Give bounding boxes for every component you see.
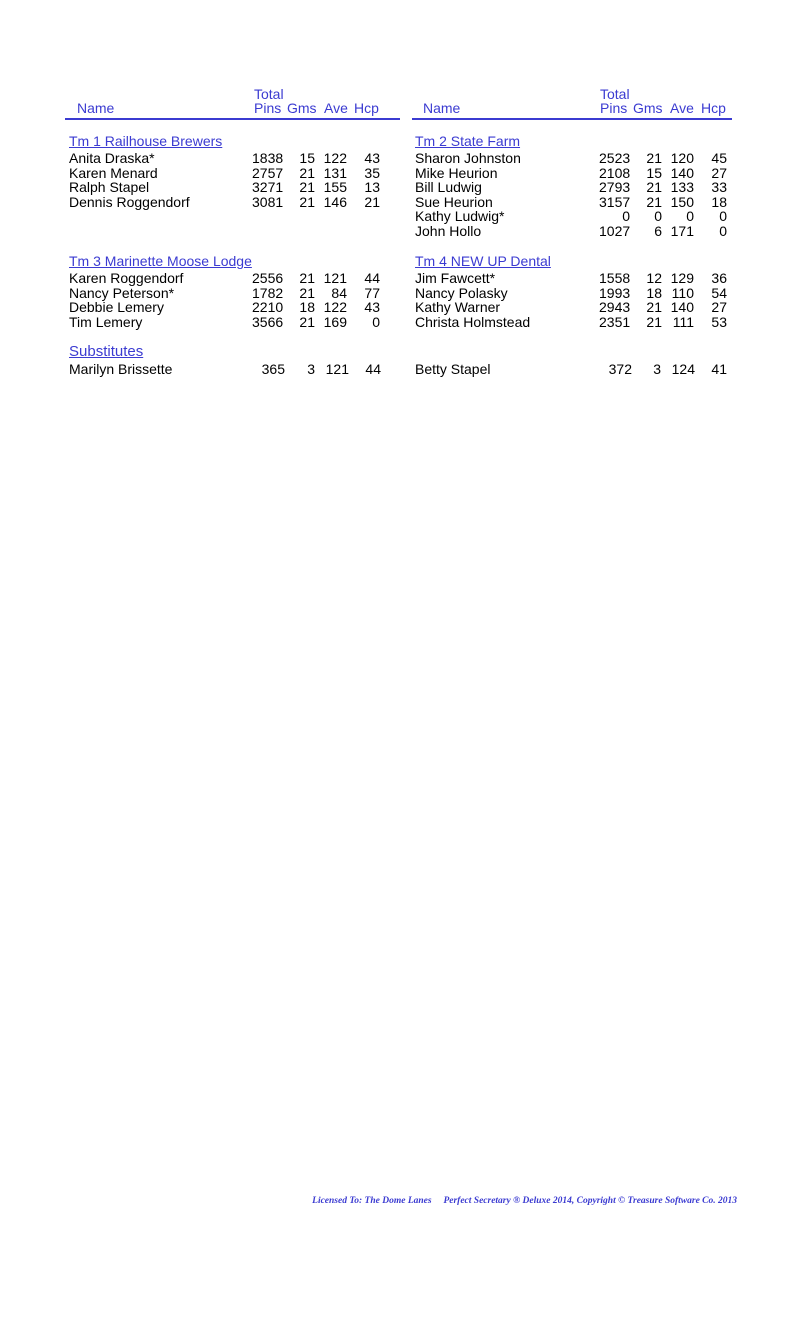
player-ave: 150 [670, 193, 694, 210]
header-name: Name [77, 100, 115, 116]
player-pins: 3081 [252, 193, 284, 210]
player-name: Sharon Johnston [415, 150, 521, 166]
header-total: Total [600, 86, 630, 102]
player-pins: 2757 [252, 164, 284, 181]
player-name: Tim Lemery [69, 313, 143, 330]
player-hcp: 44 [365, 361, 381, 377]
player-row [415, 166, 735, 181]
player-hcp: 41 [711, 361, 727, 377]
player-hcp: 43 [364, 150, 380, 166]
team-title: Tm 3 Marinette Moose Lodge [69, 253, 252, 269]
player-name: Mike Heurion [415, 164, 498, 181]
player-name: Bill Ludwig [415, 179, 482, 196]
player-gms: 21 [299, 284, 315, 301]
player-gms: 21 [646, 193, 662, 210]
player-pins: 2523 [599, 150, 631, 166]
header-left [65, 86, 400, 120]
licensed-to-text: Licensed To: The Dome Lanes [312, 1196, 432, 1206]
player-gms: 6 [654, 223, 662, 239]
player-row [69, 300, 389, 315]
player-pins: 372 [608, 361, 632, 377]
player-name: Kathy Ludwig* [415, 208, 505, 225]
player-pins: 2556 [252, 270, 284, 286]
player-row [69, 151, 389, 166]
header-ave: Ave [670, 100, 694, 116]
player-pins: 2943 [599, 299, 631, 316]
player-row [415, 151, 735, 166]
player-row [69, 315, 389, 330]
player-pins: 1993 [599, 284, 631, 301]
player-name: Jim Fawcett* [415, 270, 496, 286]
player-row [415, 224, 735, 239]
player-row [69, 286, 389, 301]
player-name: Debbie Lemery [69, 299, 164, 316]
player-name: Dennis Roggendorf [69, 193, 190, 210]
player-hcp: 0 [719, 223, 727, 239]
copyright-text: Perfect Secretary ® Deluxe 2014, Copyright © Treasure Software Co. 2013 [443, 1196, 737, 1206]
player-gms: 21 [299, 270, 315, 286]
player-ave: 120 [670, 150, 694, 166]
player-row [415, 286, 735, 301]
player-hcp: 45 [711, 150, 727, 166]
player-hcp: 18 [711, 193, 727, 210]
player-ave: 121 [325, 361, 349, 377]
player-name: Nancy Peterson* [69, 284, 175, 301]
player-hcp: 43 [364, 299, 380, 316]
player-row [69, 180, 389, 195]
player-ave: 0 [686, 208, 694, 225]
player-row [415, 180, 735, 195]
player-ave: 155 [323, 179, 347, 196]
player-gms: 18 [646, 284, 662, 301]
header-total: Total [254, 86, 284, 102]
player-gms: 21 [646, 150, 662, 166]
player-ave: 171 [670, 223, 694, 239]
player-pins: 1027 [599, 223, 631, 239]
player-name: Marilyn Brissette [69, 361, 173, 377]
player-gms: 21 [299, 193, 315, 210]
player-gms: 21 [299, 313, 315, 330]
player-hcp: 36 [711, 270, 727, 286]
player-ave: 121 [323, 270, 347, 286]
header-gms: Gms [633, 100, 663, 116]
player-row [415, 300, 735, 315]
player-hcp: 0 [719, 208, 727, 225]
player-ave: 84 [331, 284, 347, 301]
player-gms: 21 [646, 179, 662, 196]
player-hcp: 27 [711, 164, 727, 181]
player-hcp: 13 [364, 179, 380, 196]
player-gms: 15 [646, 164, 662, 181]
team-title: Tm 2 State Farm [415, 133, 521, 149]
player-hcp: 53 [711, 313, 727, 330]
substitute-row-right [415, 362, 735, 377]
player-ave: 131 [323, 164, 347, 181]
player-gms: 18 [299, 299, 315, 316]
team-title: Tm 1 Railhouse Brewers [69, 133, 223, 149]
player-pins: 1782 [252, 284, 284, 301]
player-gms: 21 [299, 164, 315, 181]
player-ave: 122 [323, 150, 347, 166]
header-pins: Pins [600, 100, 628, 116]
substitute-row-left [69, 362, 389, 377]
player-pins: 1838 [252, 150, 284, 166]
player-name: Christa Holmstead [415, 313, 531, 330]
player-name: Kathy Warner [415, 299, 501, 316]
player-name: Karen Menard [69, 164, 158, 181]
player-row [415, 271, 735, 286]
substitutes-title: Substitutes [69, 343, 144, 360]
player-hcp: 35 [364, 164, 380, 181]
player-pins: 2210 [252, 299, 284, 316]
player-pins: 3271 [252, 179, 284, 196]
player-name: John Hollo [415, 223, 482, 239]
player-row [69, 271, 389, 286]
player-gms: 3 [307, 361, 315, 377]
player-row [69, 166, 389, 181]
player-name: Karen Roggendorf [69, 270, 184, 286]
player-hcp: 44 [364, 270, 380, 286]
player-pins: 2351 [599, 313, 631, 330]
team-title: Tm 4 NEW UP Dental [415, 253, 551, 269]
player-gms: 12 [646, 270, 662, 286]
header-ave: Ave [324, 100, 348, 116]
player-gms: 21 [646, 313, 662, 330]
player-gms: 21 [646, 299, 662, 316]
player-name: Anita Draska* [69, 150, 155, 166]
player-pins: 365 [261, 361, 285, 377]
player-name: Betty Stapel [415, 361, 491, 377]
header-right [412, 86, 732, 120]
player-ave: 110 [671, 284, 694, 301]
player-name: Sue Heurion [415, 193, 493, 210]
header-name: Name [423, 100, 461, 116]
player-row [69, 195, 389, 210]
player-ave: 133 [670, 179, 694, 196]
player-pins: 2793 [599, 179, 631, 196]
player-name: Ralph Stapel [69, 179, 150, 196]
player-hcp: 27 [711, 299, 727, 316]
player-ave: 122 [323, 299, 347, 316]
player-row [415, 195, 735, 210]
player-gms: 15 [299, 150, 315, 166]
player-hcp: 77 [364, 284, 380, 301]
player-pins: 3566 [252, 313, 284, 330]
player-pins: 3157 [599, 193, 631, 210]
player-row [415, 315, 735, 330]
license-footer [0, 1194, 737, 1209]
player-hcp: 33 [711, 179, 727, 196]
header-hcp: Hcp [354, 100, 379, 116]
player-gms: 21 [299, 179, 315, 196]
player-pins: 1558 [599, 270, 631, 286]
player-ave: 111 [672, 313, 694, 330]
player-name: Nancy Polasky [415, 284, 508, 301]
player-ave: 146 [323, 193, 347, 210]
player-gms: 3 [653, 361, 661, 377]
header-gms: Gms [287, 100, 317, 116]
player-ave: 124 [671, 361, 695, 377]
header-pins: Pins [254, 100, 282, 116]
player-pins: 0 [622, 208, 630, 225]
player-hcp: 0 [372, 313, 380, 330]
player-pins: 2108 [599, 164, 631, 181]
player-ave: 140 [670, 299, 694, 316]
player-gms: 0 [654, 208, 662, 225]
player-ave: 129 [670, 270, 694, 286]
header-hcp: Hcp [701, 100, 726, 116]
player-hcp: 54 [711, 284, 727, 301]
player-ave: 169 [323, 313, 347, 330]
player-ave: 140 [670, 164, 694, 181]
player-row [415, 209, 735, 224]
player-hcp: 21 [364, 193, 380, 210]
